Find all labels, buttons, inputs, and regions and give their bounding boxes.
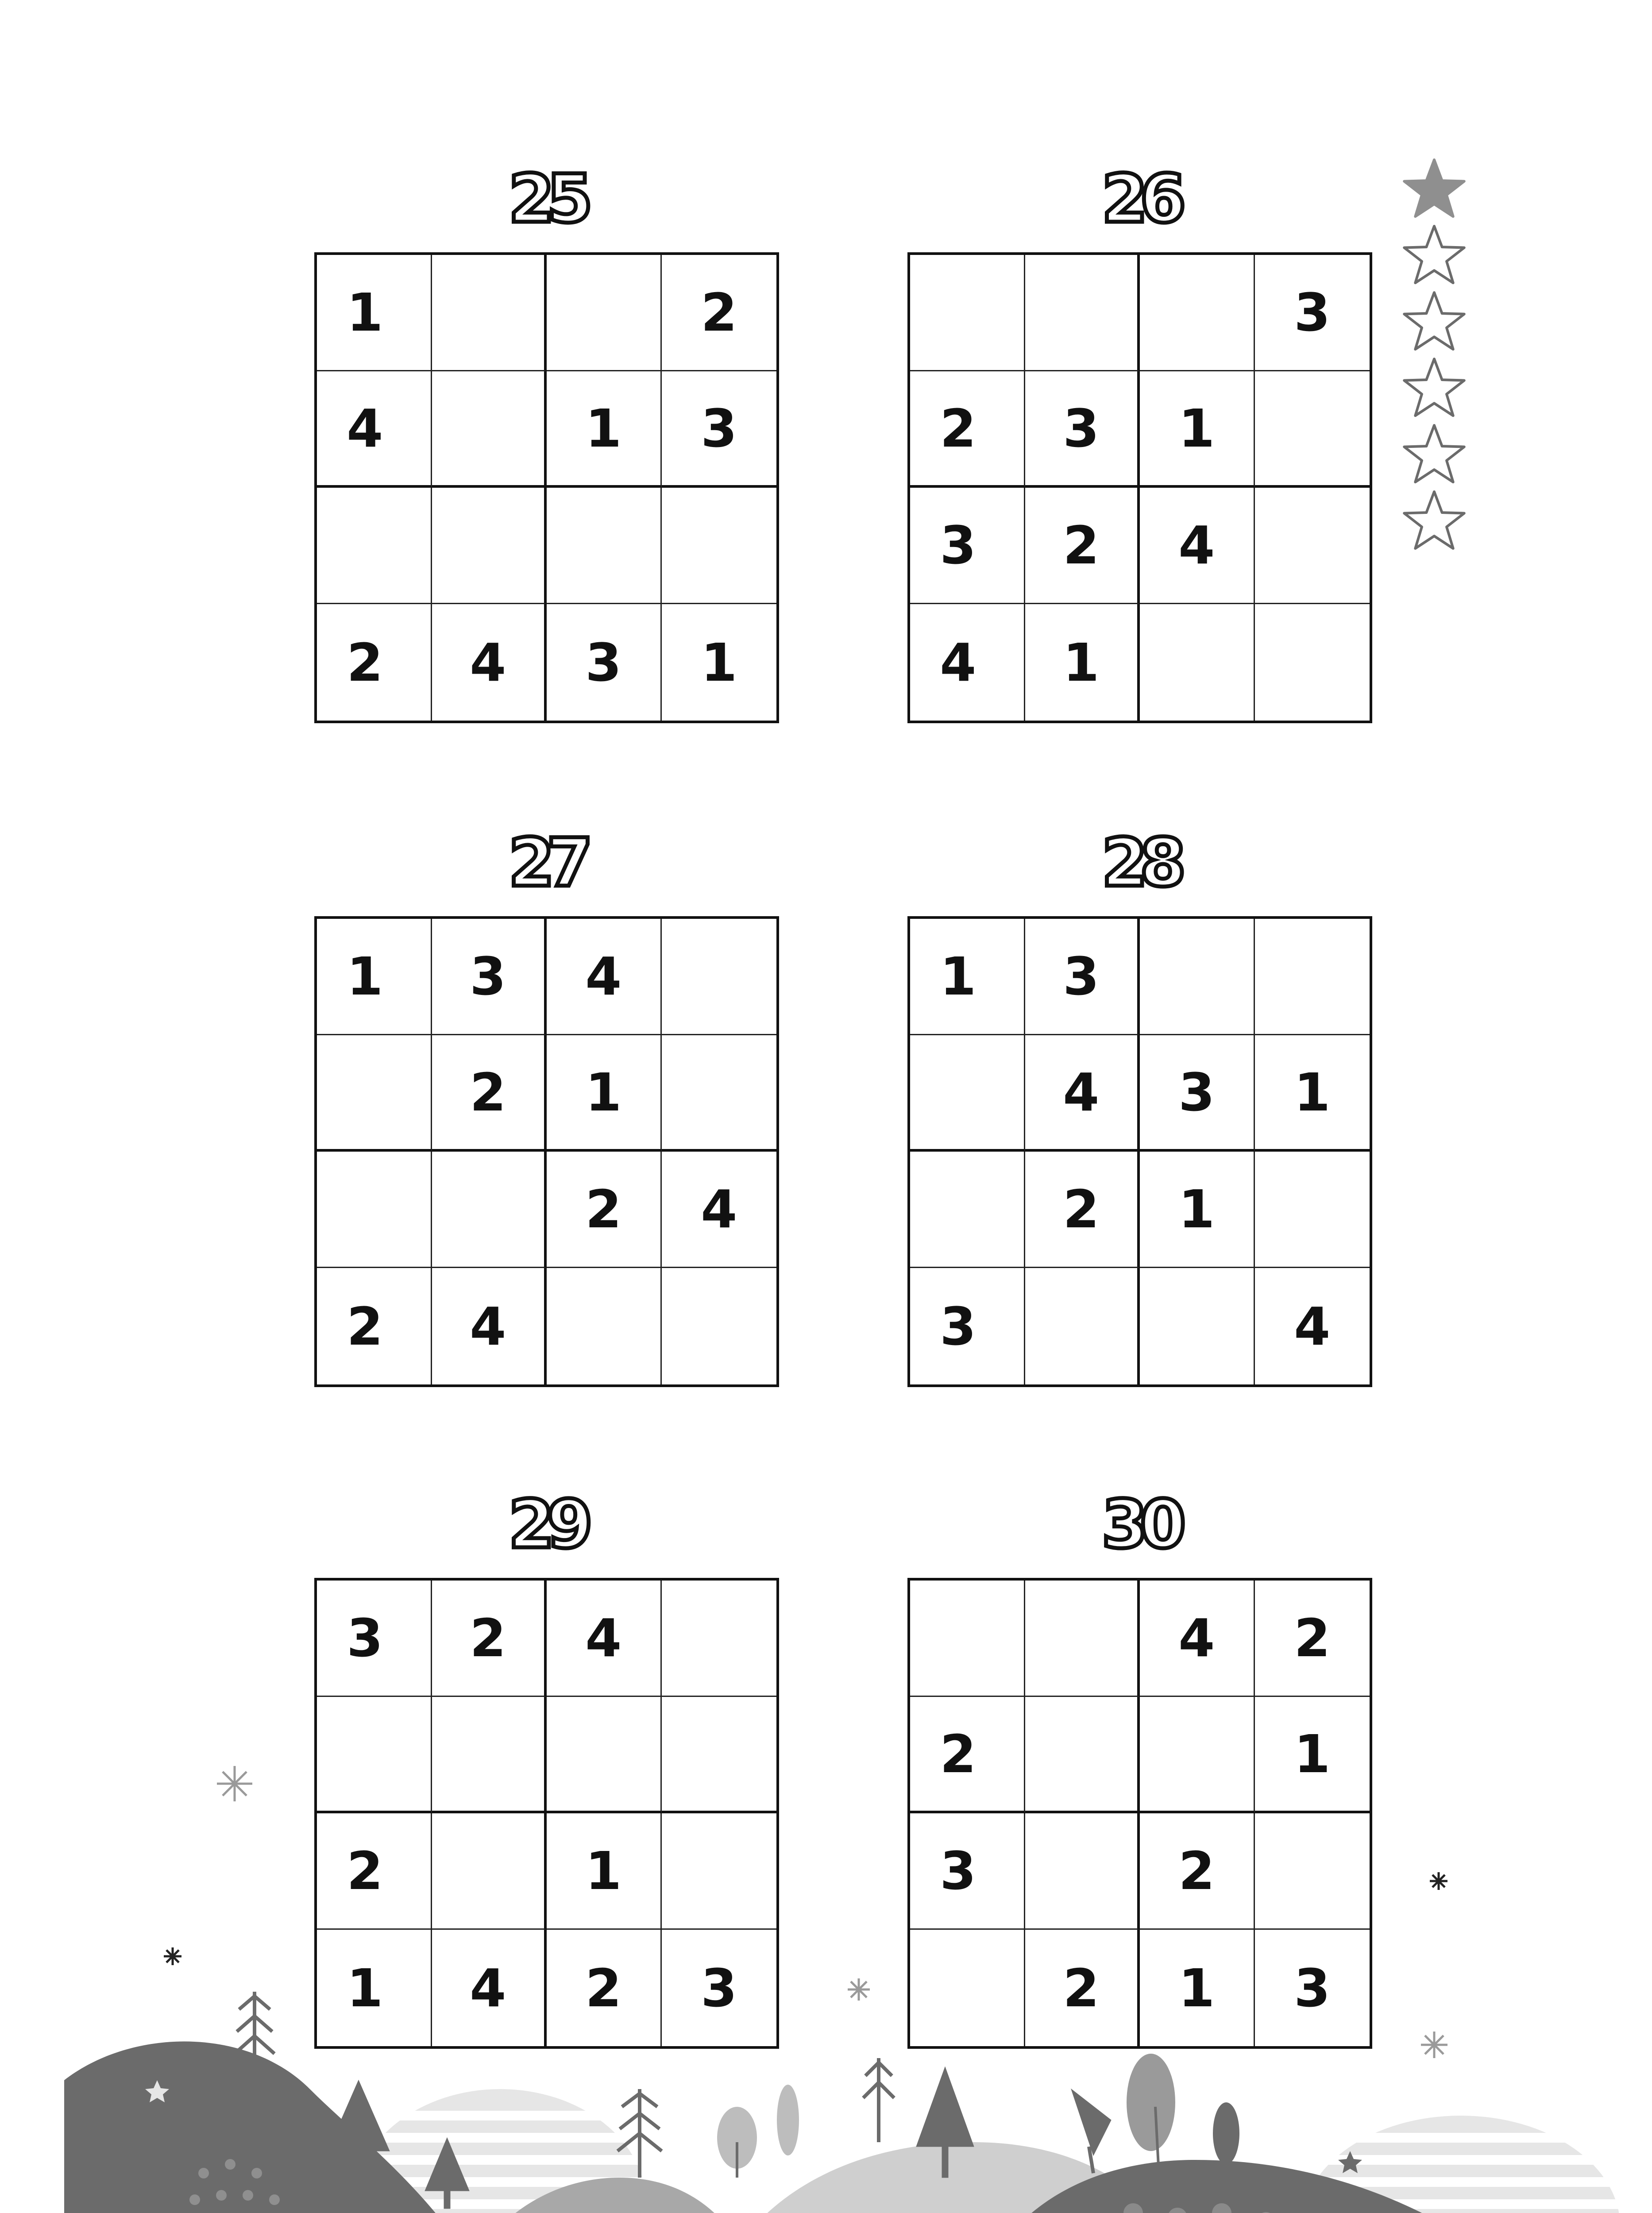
grid-cell[interactable] [662,1697,777,1813]
grid-cell[interactable]: 2 [1025,1930,1140,2046]
grid-cell[interactable] [1255,604,1370,721]
star-filled-icon [1401,157,1467,219]
grid-cell[interactable] [432,1697,547,1813]
grid-cell[interactable]: 1 [701,632,737,693]
grid-cell[interactable] [1025,1268,1140,1384]
sudoku-grid [314,1578,779,2049]
grid-cell[interactable] [1140,1697,1255,1813]
grid-cell[interactable]: 2 [1140,1813,1255,1930]
grid-cell[interactable]: 1 [1255,1697,1370,1813]
grid-cell[interactable] [1025,1813,1140,1930]
grid-cell[interactable]: 1 [317,1930,432,2046]
grid-cell[interactable]: 4 [547,1581,662,1697]
grid-cell[interactable] [662,488,777,604]
grid-cell[interactable]: 2 [317,1268,432,1384]
grid-cell[interactable]: 4 [662,1152,777,1268]
grid-cell[interactable] [1140,919,1255,1035]
grid-cell[interactable]: 4 [547,919,662,1035]
grid-cell[interactable] [662,919,777,1035]
grid-cell[interactable] [910,255,1025,371]
grid-cell[interactable] [662,1581,777,1697]
star-outline-icon [1401,489,1467,551]
star-outline-icon [1401,290,1467,352]
grid-cell[interactable]: 4 [1140,488,1255,604]
grid-cell[interactable]: 2 [432,1035,547,1152]
grid-cell[interactable] [1140,1268,1255,1384]
grid-cell[interactable] [910,1581,1025,1697]
puzzle-number: 26 [1101,161,1178,238]
grid-cell[interactable] [1025,1581,1140,1697]
grid-cell[interactable] [432,1813,547,1930]
grid-cell[interactable] [662,1268,777,1384]
grid-cell[interactable]: 3 [547,604,662,721]
grid-cell[interactable] [547,255,662,371]
grid-cell[interactable] [317,1152,432,1268]
grid-cell[interactable] [1255,488,1370,604]
grid-cell[interactable]: 1 [547,371,662,488]
grid-cell[interactable] [547,1697,662,1813]
grid-cell[interactable] [432,1152,547,1268]
grid-cell[interactable]: 1 [1140,371,1255,488]
grid-cell[interactable]: 2 [317,1813,432,1930]
puzzle-number: 29 [508,1486,585,1563]
grid-cell[interactable] [1025,1697,1140,1813]
grid-cell[interactable]: 4 [910,604,1025,721]
grid-cell[interactable]: 4 [1025,1035,1140,1152]
grid-cell[interactable]: 1 [1025,604,1140,721]
grid-cell[interactable] [317,1035,432,1152]
grid-cell[interactable]: 2 [1025,488,1140,604]
grid-cell[interactable]: 1 [547,1035,662,1152]
puzzle-number: 27 [508,825,585,902]
grid-cell[interactable]: 3 [1140,1035,1255,1152]
grid-cell[interactable]: 2 [317,604,432,721]
grid-cell[interactable] [910,1152,1025,1268]
grid-cell[interactable]: 3 [317,1581,432,1697]
puzzle-number: 25 [508,161,585,238]
grid-cell[interactable] [1255,919,1370,1035]
puzzle-number: 28 [1101,825,1178,902]
star-outline-icon [1401,224,1467,285]
grid-cell[interactable]: 4 [432,1268,547,1384]
grid-cell[interactable]: 3 [910,1813,1025,1930]
grid-cell[interactable]: 3 [701,1957,737,2019]
grid-cell[interactable]: 3 [910,1268,1025,1384]
grid-cell[interactable] [547,1268,662,1384]
grid-cell[interactable]: 4 [1294,1295,1331,1357]
grid-cell[interactable] [662,1813,777,1930]
sudoku-grid [907,1578,1372,2049]
grid-cell[interactable]: 4 [432,604,547,721]
grid-cell[interactable]: 3 [1294,1957,1331,2019]
puzzle-number: 30 [1101,1486,1178,1563]
grid-cell[interactable]: 2 [662,255,777,371]
grid-cell[interactable]: 2 [910,1697,1025,1813]
star-outline-icon [1401,423,1467,485]
grid-cell[interactable]: 1 [317,255,432,371]
grid-cell[interactable]: 1 [317,919,432,1035]
grid-cell[interactable] [317,488,432,604]
sudoku-grid [314,252,779,723]
grid-cell[interactable]: 4 [1140,1581,1255,1697]
grid-cell[interactable]: 4 [432,1930,547,2046]
grid-cell[interactable]: 4 [317,371,432,488]
grid-cell[interactable]: 1 [1255,1035,1370,1152]
grid-cell[interactable]: 1 [547,1813,662,1930]
grid-cell[interactable]: 2 [1255,1581,1370,1697]
grid-cell[interactable]: 1 [1140,1152,1255,1268]
grid-cell[interactable]: 2 [1025,1152,1140,1268]
grid-cell[interactable] [432,371,547,488]
difficulty-rating [1401,157,1467,555]
grid-cell[interactable] [910,1930,1025,2046]
grid-cell[interactable] [547,488,662,604]
grid-cell[interactable]: 1 [910,919,1025,1035]
grid-cell[interactable] [662,1035,777,1152]
grid-cell[interactable]: 3 [662,371,777,488]
grid-cell[interactable] [432,488,547,604]
grid-cell[interactable]: 3 [1255,255,1370,371]
star-outline-icon [1401,356,1467,418]
grid-cell[interactable]: 3 [1025,919,1140,1035]
grid-cell[interactable] [1255,1813,1370,1930]
grid-cell[interactable] [1140,604,1255,721]
grid-cell[interactable]: 3 [910,488,1025,604]
sudoku-grid [314,916,779,1387]
grid-cell[interactable] [1255,1152,1370,1268]
grid-cell[interactable]: 2 [547,1930,662,2046]
sudoku-grid [907,916,1372,1387]
grid-cell[interactable]: 1 [1140,1930,1255,2046]
grid-cell[interactable]: 2 [910,371,1025,488]
grid-cell[interactable]: 3 [1025,371,1140,488]
grid-cell[interactable] [1255,371,1370,488]
grid-cell[interactable]: 2 [547,1152,662,1268]
grid-cell[interactable] [317,1697,432,1813]
grid-cell[interactable] [432,255,547,371]
grid-cell[interactable]: 3 [432,919,547,1035]
grid-cell[interactable] [1025,255,1140,371]
sudoku-grid [907,252,1372,723]
grid-cell[interactable] [910,1035,1025,1152]
grid-cell[interactable] [1140,255,1255,371]
grid-cell[interactable]: 2 [432,1581,547,1697]
